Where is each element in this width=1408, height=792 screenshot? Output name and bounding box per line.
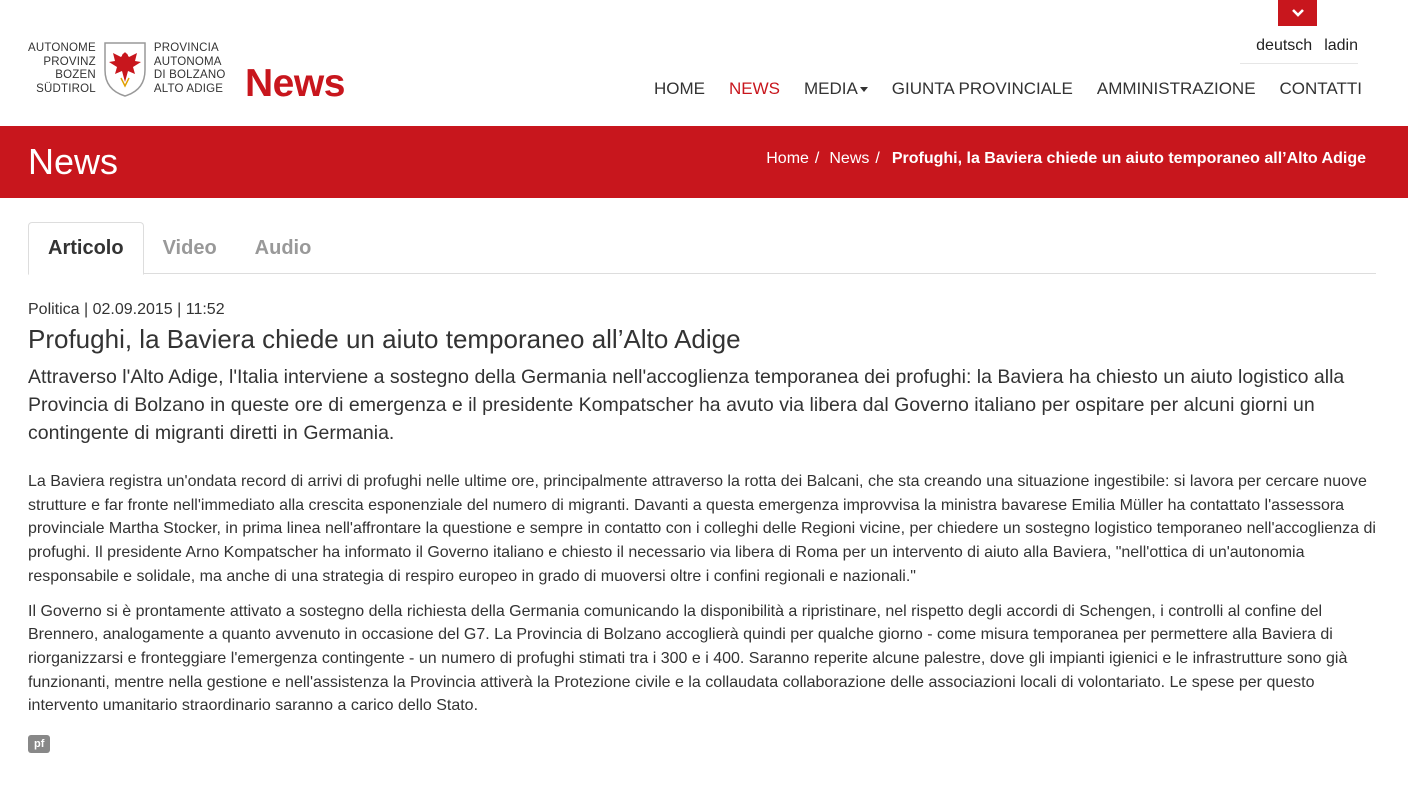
- coat-of-arms-icon: [102, 40, 148, 98]
- breadcrumb-separator: /: [814, 150, 820, 167]
- breadcrumb-home[interactable]: Home: [766, 150, 809, 167]
- site-title[interactable]: News: [245, 62, 345, 105]
- breadcrumb: [766, 150, 1366, 168]
- article-meta: Politica | 02.09.2015 | 11:52: [28, 301, 225, 318]
- chevron-down-icon: [1291, 8, 1305, 18]
- logo-text-german: AUTONOME PROVINZ BOZEN SÜDTIROL: [28, 42, 96, 95]
- header-toggle-button[interactable]: [1278, 0, 1317, 26]
- article-paragraph: La Baviera registra un'ondata record di arrivi di profughi nelle ultime ore, principalmente attraverso la rotta dei Balcani, che sta creando una situazione ingestibile: si lavora per cercare nuove strutture e far fronte nell'immediato alla crescita esponenziale del numero di migranti. Davanti a questa emergenza improvvisa la ministra bavarese Emilia Müller ha contattato l'assessora provinciale Martha Stocker, in prima linea nell'affrontare la questione e sempre in contatto con i colleghi delle Regioni vicine, per chiedere un sostegno logistico temporaneo nell'accoglienza di profughi. Il presidente Arno Kompatscher ha informato il Governo italiano e chiesto il necessario via libera di Roma per un intervento di aiuto alla Baviera, "nell'ottica di un'autonomia responsabile e solidale, ma anche di una strategia di respiro europeo in grado di muoversi oltre i confini regionali e nazionali.": [28, 473, 1376, 585]
- caret-down-icon: [860, 87, 868, 92]
- nav-media[interactable]: [804, 79, 868, 99]
- tab-articolo[interactable]: Articolo: [28, 222, 144, 275]
- article-paragraph: Il Governo si è prontamente attivato a sostegno della richiesta della Germania comunicando la disponibilità a ripristinare, nel rispetto degli accordi di Schengen, i controlli al confine del Brennero, analogamente a quanto avvenuto in occasione del G7. La Provincia di Bolzano accoglierà quindi per qualche giorno - come misura temporanea per permettere alla Baviera di riorganizzarsi e fronteggiare l'emergenza contingente - un numero di profughi stimati tra i 300 e i 400. Saranno reperite alcune palestre, dove gli impianti igienici e le infrastrutture sono già funzionanti, mentre nella gestione e nell'assistenza la Provincia attiverà la Protezione civile e la collaudata collaborazione delle associazioni locali di volontariato. Le spese per questo intervento umanitario straordinario saranno a carico dello Stato.: [28, 602, 1348, 715]
- lang-link-deutsch[interactable]: deutsch: [1256, 37, 1313, 54]
- breadcrumb-news[interactable]: News: [829, 150, 870, 167]
- tab-audio[interactable]: Audio: [254, 237, 312, 259]
- breadcrumb-separator: /: [875, 150, 880, 167]
- nav-giunta-provinciale[interactable]: GIUNTA PROVINCIALE: [891, 79, 1073, 98]
- nav-amministrazione[interactable]: AMMINISTRAZIONE: [1096, 79, 1256, 98]
- nav-home[interactable]: HOME: [653, 79, 705, 98]
- article-lead: Attraverso l'Alto Adige, l'Italia interviene a sostegno della Germania nell'accoglienza temporanea dei profughi: la Baviera ha chiesto un aiuto logistico alla Provincia di Bolzano in queste ore di emergenza e il presidente Kompatscher ha avuto via libera dal Governo italiano per ospitare per alcuni giorni un contingente di migranti diretti in Germania.: [28, 366, 1345, 444]
- author-badge: pf: [28, 735, 50, 753]
- nav-media-label: MEDIA: [803, 79, 858, 98]
- article-title: Profughi, la Baviera chiede un aiuto temporaneo all’Alto Adige: [28, 324, 741, 354]
- article: [28, 300, 1376, 753]
- nav-contatti[interactable]: CONTATTI: [1279, 79, 1362, 98]
- article-tabs: [28, 222, 1376, 274]
- breadcrumb-current: Profughi, la Baviera chiede un aiuto temporaneo all’Alto Adige: [891, 150, 1366, 167]
- main-nav: [654, 79, 1362, 99]
- language-switcher: [1240, 37, 1358, 64]
- logo-text-italian: PROVINCIA AUTONOMA DI BOLZANO ALTO ADIGE: [153, 42, 226, 95]
- page-title: News: [28, 141, 119, 182]
- nav-news[interactable]: NEWS: [728, 79, 780, 98]
- lang-link-ladin[interactable]: ladin: [1324, 37, 1358, 54]
- site-logo[interactable]: [28, 40, 226, 98]
- tab-video[interactable]: Video: [162, 237, 217, 259]
